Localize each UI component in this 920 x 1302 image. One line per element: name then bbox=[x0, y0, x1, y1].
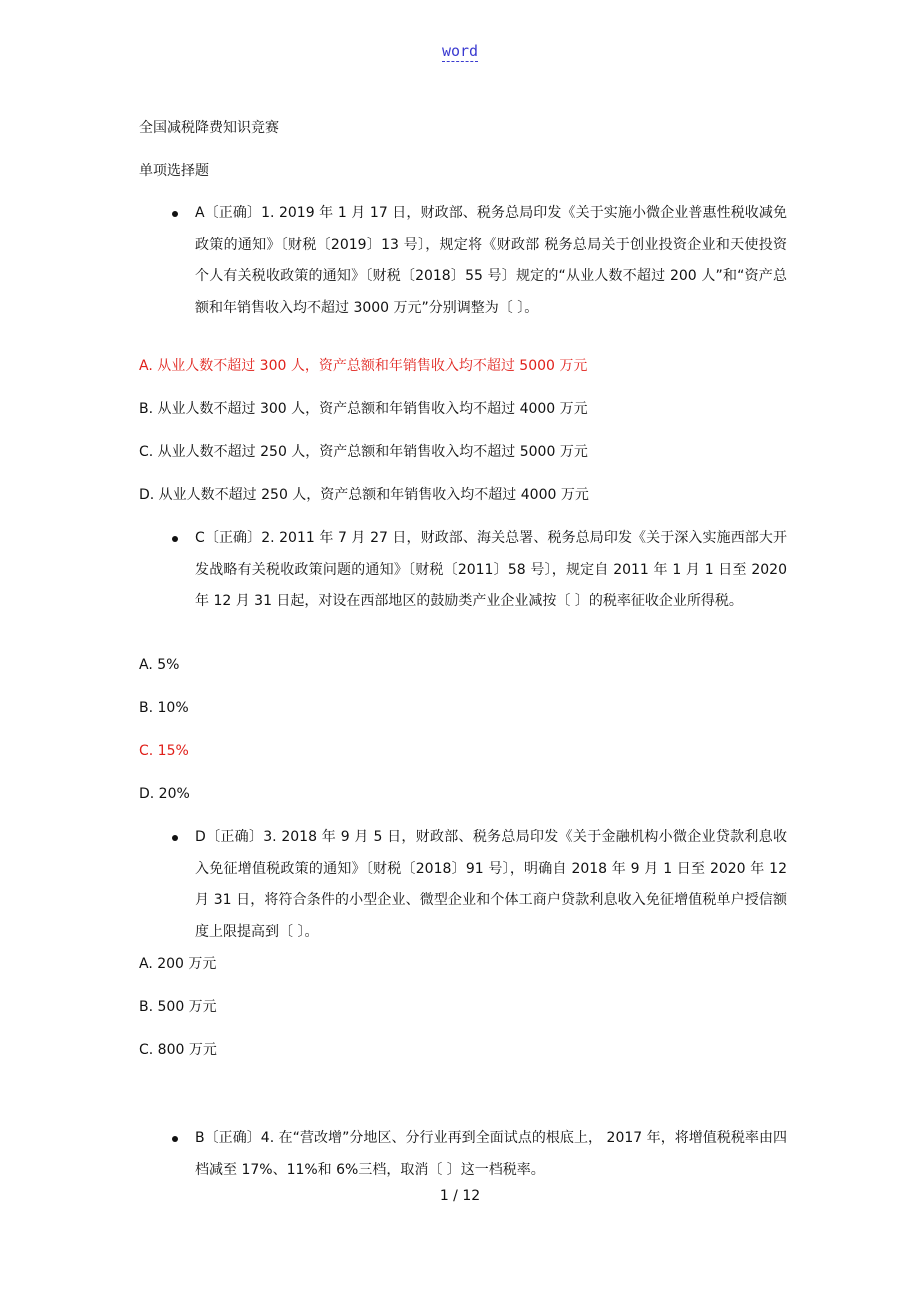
question-1-option-d: D. 从业人数不超过 250 人，资产总额和年销售收入均不超过 4000 万元 bbox=[139, 487, 589, 503]
page-number: 1 / 12 bbox=[439, 1188, 481, 1204]
question-2-option-a: A. 5% bbox=[139, 657, 180, 673]
header-word-link[interactable] bbox=[0, 42, 920, 60]
bullet-icon bbox=[172, 1136, 178, 1142]
bullet-icon bbox=[172, 211, 178, 217]
question-4-text: B〔正确〕4. 在“营改增”分地区、分行业再到全面试点的根底上， 2017 年，将增值税税率由四档减至 17%、11%和 6%三档，取消〔 〕这一档税率。 bbox=[195, 1130, 787, 1178]
question-3-option-b: B. 500 万元 bbox=[139, 999, 217, 1015]
section-heading: 单项选择题 bbox=[139, 163, 209, 179]
question-3-text: D〔正确〕3. 2018 年 9 月 5 日，财政部、税务总局印发《关于金融机构小微企业贷款利息收入免征增值税政策的通知》〔财税〔2018〕91 号〕，明确自 2018 年 9 月 1 日至 2020 年 12 月 31 日，将符合条件的小型企业、微型企业和个体工商户贷款利息收入免征增值税单户授信额度上限提高到〔 〕。 bbox=[195, 829, 787, 940]
question-1-option-c: C. 从业人数不超过 250 人，资产总额和年销售收入均不超过 5000 万元 bbox=[139, 444, 588, 460]
question-2-option-d: D. 20% bbox=[139, 786, 190, 802]
question-2-option-b: B. 10% bbox=[139, 700, 189, 716]
bullet-icon bbox=[172, 835, 178, 841]
question-3-option-c: C. 800 万元 bbox=[139, 1042, 217, 1058]
question-3-option-a: A. 200 万元 bbox=[139, 956, 217, 972]
question-2-option-c: C. 15% bbox=[139, 743, 189, 759]
question-2-text: C〔正确〕2. 2011 年 7 月 27 日，财政部、海关总署、税务总局印发《关于深入实施西部大开发战略有关税收政策问题的通知》〔财税〔2011〕58 号〕，规定自 2011 年 1 月 1 日至 2020 年 12 月 31 日起，对设在西部地区的鼓励类产业企业减按〔 〕的税率征收企业所得税。 bbox=[195, 530, 787, 609]
document-title: 全国减税降费知识竞赛 bbox=[139, 120, 279, 136]
question-1-option-b: B. 从业人数不超过 300 人，资产总额和年销售收入均不超过 4000 万元 bbox=[139, 401, 588, 417]
question-1-option-a: A. 从业人数不超过 300 人，资产总额和年销售收入均不超过 5000 万元 bbox=[139, 358, 588, 374]
header-link-text[interactable]: word bbox=[441, 42, 479, 60]
question-1-text: A〔正确〕1. 2019 年 1 月 17 日，财政部、税务总局印发《关于实施小微企业普惠性税收减免政策的通知》〔财税〔2019〕13 号〕，规定将《财政部 税务总局关于创业投资企业和天使投资个人有关税收政策的通知》〔财税〔2018〕55 号〕规定的“从业人数不超过 200 人”和“资产总额和年销售收入均不超过 3000 万元”分别调整为〔 〕。 bbox=[195, 205, 787, 316]
bullet-icon bbox=[172, 536, 178, 542]
